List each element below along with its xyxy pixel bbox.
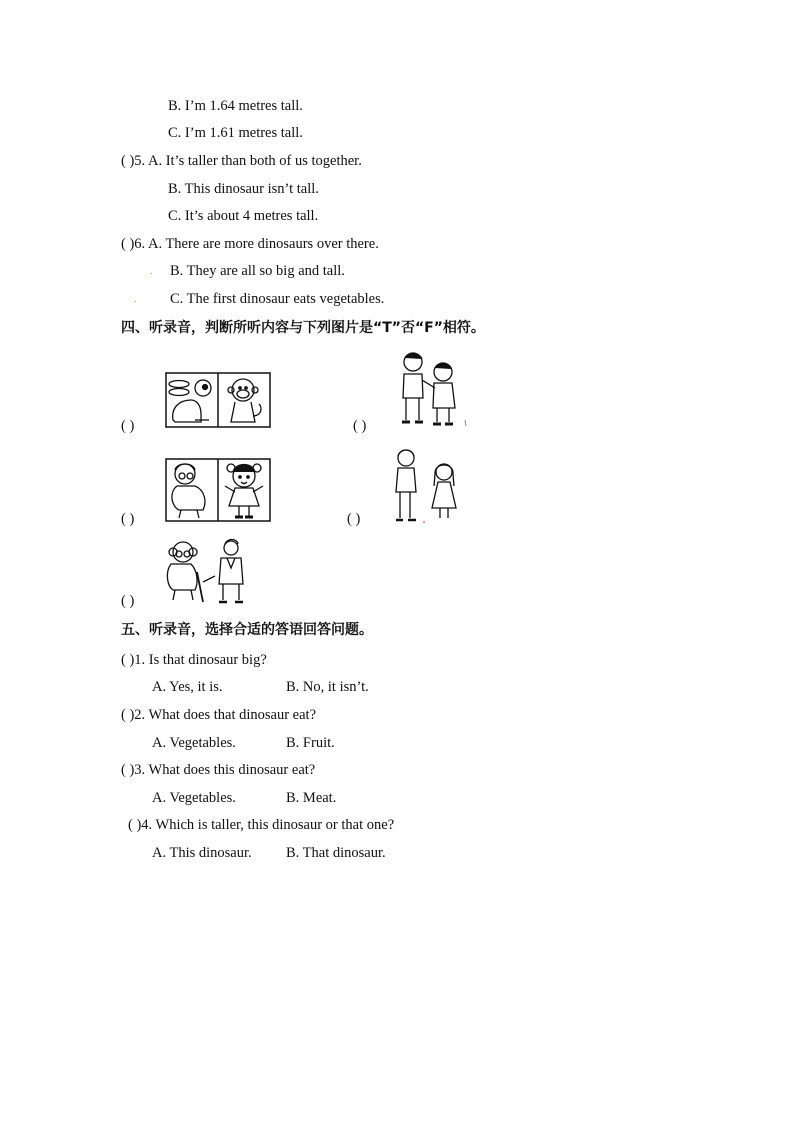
answer-blank-2[interactable]: ( ) (353, 418, 367, 434)
q6-stem: ( )6. A. There are more dinosaurs over there. (121, 236, 379, 252)
man-and-girl-icon (392, 446, 468, 524)
q5-option-b: B. This dinosaur isn’t tall. (168, 181, 319, 197)
s5-q1-stem: ( )1. Is that dinosaur big? (121, 652, 267, 668)
s5-q2-stem: ( )2. What does that dinosaur eat? (121, 707, 317, 723)
q6-option-b: B. They are all so big and tall. (170, 263, 345, 279)
stray-dot: . (150, 266, 153, 277)
two-boys-icon (395, 350, 467, 428)
section5-heading: 五、听录音，选择合适的答语回答问题。 (121, 622, 373, 638)
stray-dot: . (134, 294, 137, 305)
q5-option-c: C. It’s about 4 metres tall. (168, 208, 319, 224)
answer-blank-3[interactable]: ( ) (121, 511, 135, 527)
s5-q2-option-a: A. Vegetables. (152, 735, 236, 751)
q6-option-c: C. The first dinosaur eats vegetables. (170, 291, 385, 307)
answer-blank-4[interactable]: ( ) (347, 511, 361, 527)
section4-heading: 四、听录音，判断所听内容与下列图片是“T”否“F”相符。 (121, 320, 485, 336)
q4-option-b: B. I’m 1.64 metres tall. (168, 98, 303, 114)
answer-blank-5[interactable]: ( ) (121, 593, 135, 609)
s5-q4-stem: ( )4. Which is taller, this dinosaur or that one? (128, 817, 395, 833)
q4-option-c: C. I’m 1.61 metres tall. (168, 125, 303, 141)
q5-stem: ( )5. A. It’s taller than both of us together. (121, 153, 362, 169)
s5-q3-stem: ( )3. What does this dinosaur eat? (121, 762, 316, 778)
rabbit-and-monkey-icon (165, 372, 271, 428)
s5-q1-option-a: A. Yes, it is. (152, 679, 223, 695)
s5-q4-option-a: A. This dinosaur. (152, 845, 252, 861)
s5-q1-option-b: B. No, it isn’t. (286, 679, 369, 695)
grandpa-and-man-icon (163, 538, 255, 604)
answer-blank-1[interactable]: ( ) (121, 418, 135, 434)
s5-q3-option-a: A. Vegetables. (152, 790, 236, 806)
s5-q3-option-b: B. Meat. (286, 790, 337, 806)
s5-q2-option-b: B. Fruit. (286, 735, 335, 751)
s5-q4-option-b: B. That dinosaur. (286, 845, 386, 861)
grandma-and-girl-icon (165, 458, 271, 522)
